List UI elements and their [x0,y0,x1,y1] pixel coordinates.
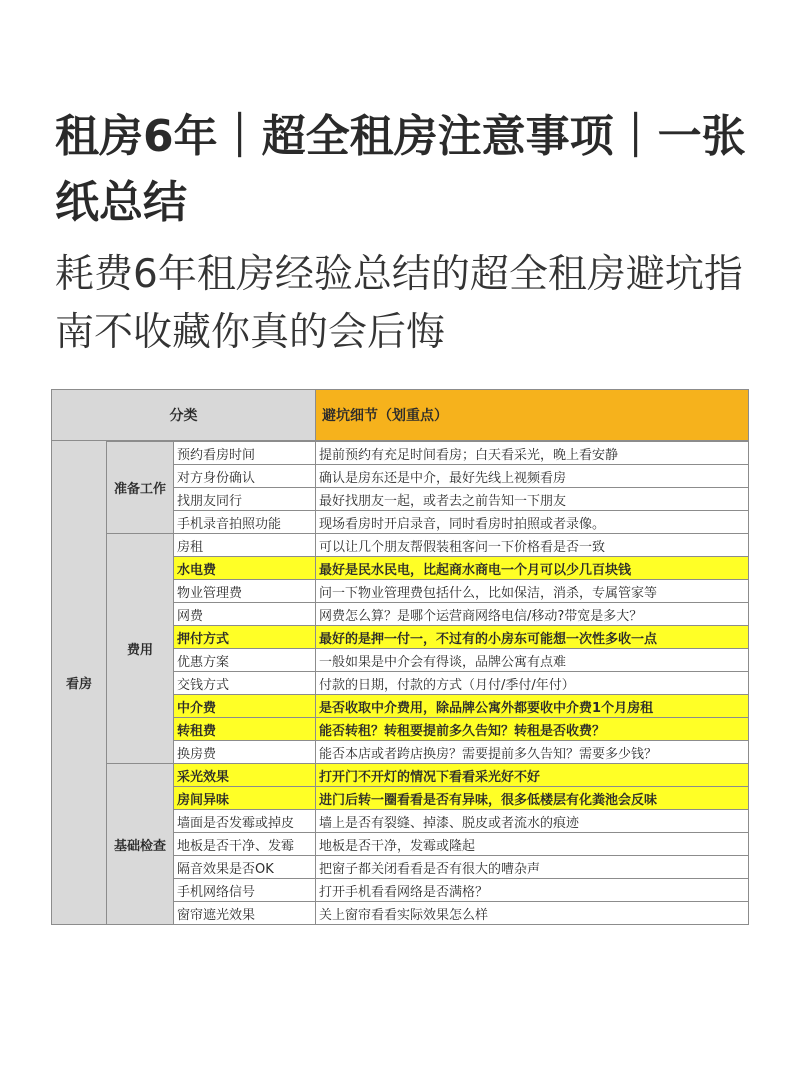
table-row [52,764,749,787]
item-cell: 墙面是否发霉或掉皮 [174,810,316,833]
table-header-row [52,390,749,441]
item-cell: 地板是否干净、发霉 [174,833,316,856]
table-row [52,442,749,465]
detail-cell: 把窗子都关闭看看是否有很大的嘈杂声 [316,856,749,879]
detail-cell: 付款的日期，付款的方式（月付/季付/年付） [316,672,749,695]
group-cell: 基础检查 [107,764,174,925]
item-cell: 水电费 [174,557,316,580]
detail-cell: 墙上是否有裂缝、掉漆、脱皮或者流水的痕迹 [316,810,749,833]
item-cell: 对方身份确认 [174,465,316,488]
page-subtitle: 耗费6年租房经验总结的超全租房避坑指南不收藏你真的会后悔 [55,252,743,355]
item-cell: 交钱方式 [174,672,316,695]
detail-cell: 可以让几个朋友帮假装租客问一下价格看是否一致 [316,534,749,557]
group-cell: 准备工作 [107,442,174,534]
detail-cell: 一般如果是中介会有得谈，品牌公寓有点难 [316,649,749,672]
detail-cell: 关上窗帘看看实际效果怎么样 [316,902,749,925]
detail-cell: 现场看房时开启录音，同时看房时拍照或者录像。 [316,511,749,534]
detail-cell: 是否收取中介费用，除品牌公寓外都要收中介费1个月房租 [316,695,749,718]
item-cell: 房租 [174,534,316,557]
rental-checklist-table [51,389,749,925]
detail-cell: 能否转租？转租要提前多久告知？转租是否收费？ [316,718,749,741]
detail-cell: 确认是房东还是中介，最好先线上视频看房 [316,465,749,488]
item-cell: 网费 [174,603,316,626]
item-cell: 窗帘遮光效果 [174,902,316,925]
item-cell: 物业管理费 [174,580,316,603]
detail-cell: 问一下物业管理费包括什么，比如保洁，消杀，专属管家等 [316,580,749,603]
detail-cell: 地板是否干净，发霉或隆起 [316,833,749,856]
page-title: 租房6年｜超全租房注意事项｜一张纸总结 [55,111,746,228]
item-cell: 优惠方案 [174,649,316,672]
detail-cell: 最好找朋友一起，或者去之前告知一下朋友 [316,488,749,511]
table-body [52,441,749,925]
detail-cell: 进门后转一圈看看是否有异味，很多低楼层有化粪池会反味 [316,787,749,810]
item-cell: 隔音效果是否OK [174,856,316,879]
detail-cell: 网费怎么算？是哪个运营商网络电信/移动?带宽是多大？ [316,603,749,626]
group-cell: 费用 [107,534,174,764]
item-cell: 中介费 [174,695,316,718]
detail-cell: 打开门不开灯的情况下看看采光好不好 [316,764,749,787]
item-cell: 找朋友同行 [174,488,316,511]
main-category-cell: 看房 [52,441,107,925]
detail-cell: 最好的是押一付一，不过有的小房东可能想一次性多收一点 [316,626,749,649]
header-category: 分类 [52,390,316,441]
detail-cell: 打开手机看看网络是否满格？ [316,879,749,902]
item-cell: 采光效果 [174,764,316,787]
item-cell: 转租费 [174,718,316,741]
item-cell: 房间异味 [174,787,316,810]
header-detail: 避坑细节（划重点） [316,390,749,441]
item-cell: 押付方式 [174,626,316,649]
item-cell: 换房费 [174,741,316,764]
item-cell: 手机网络信号 [174,879,316,902]
table-row [52,534,749,557]
detail-cell: 提前预约有充足时间看房；白天看采光，晚上看安静 [316,442,749,465]
detail-cell: 能否本店或者跨店换房？需要提前多久告知？需要多少钱？ [316,741,749,764]
item-cell: 手机录音拍照功能 [174,511,316,534]
item-cell: 预约看房时间 [174,442,316,465]
detail-cell: 最好是民水民电，比起商水商电一个月可以少几百块钱 [316,557,749,580]
